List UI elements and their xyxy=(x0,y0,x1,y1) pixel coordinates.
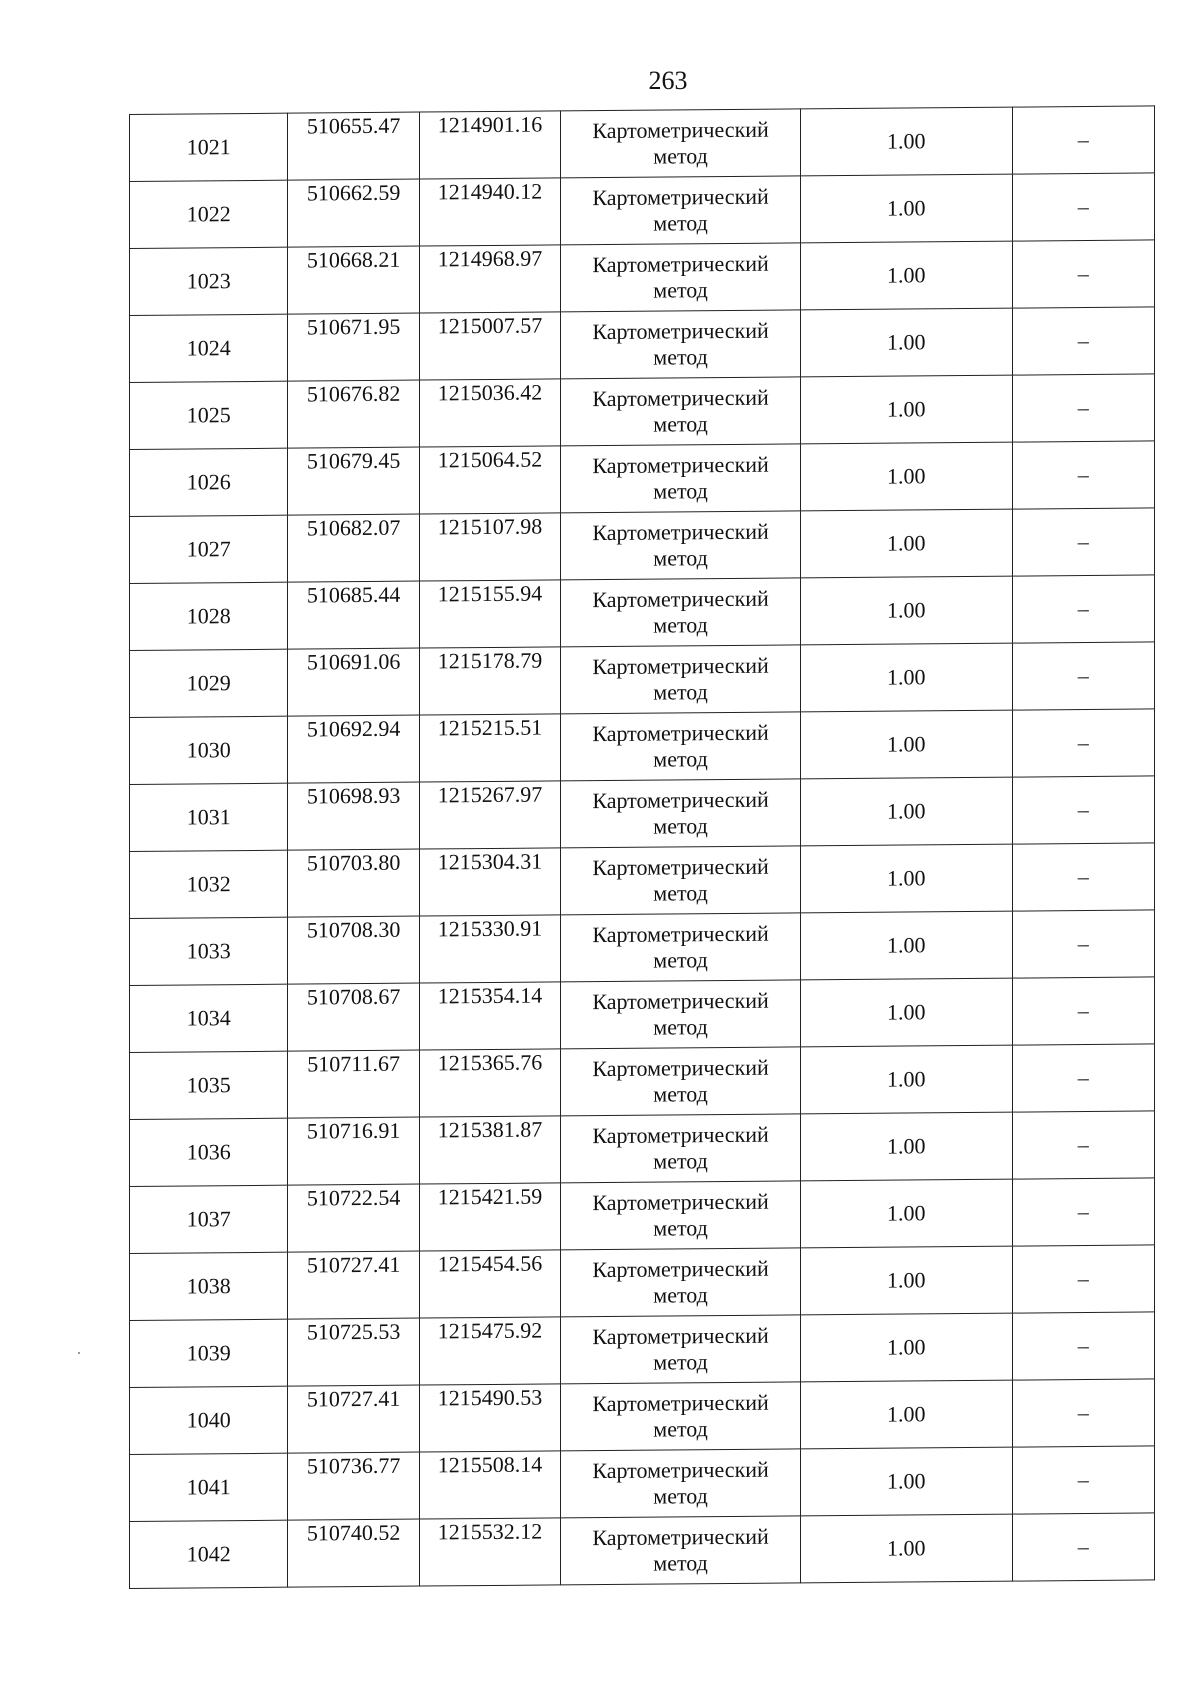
point-number-cell: 1040 xyxy=(130,1386,288,1454)
x-coordinate-cell: 510727.41 xyxy=(288,1251,419,1319)
accuracy-cell: 1.00 xyxy=(800,1514,1012,1583)
method-cell xyxy=(561,578,801,647)
x-coordinate-cell: 510671.95 xyxy=(288,313,419,381)
accuracy-cell: 1.00 xyxy=(800,1447,1012,1516)
method-line2: метод xyxy=(653,1416,708,1442)
point-number-cell: 1033 xyxy=(130,917,288,985)
description-cell: – xyxy=(1012,575,1154,643)
table-row xyxy=(130,1245,1155,1321)
table-row xyxy=(130,1379,1155,1455)
point-number-cell: 1041 xyxy=(130,1453,288,1521)
point-number-cell: 1023 xyxy=(130,247,288,315)
y-coordinate-cell: 1215381.87 xyxy=(419,1116,560,1184)
point-number-cell: 1036 xyxy=(130,1118,288,1186)
description-cell: – xyxy=(1012,977,1154,1045)
table-row xyxy=(130,240,1155,316)
point-number-cell: 1031 xyxy=(130,783,288,851)
method-line2: метод xyxy=(653,880,708,906)
y-coordinate-cell: 1215155.94 xyxy=(419,580,560,648)
y-coordinate-cell: 1214940.12 xyxy=(419,178,560,246)
description-cell: – xyxy=(1012,508,1154,576)
description-cell: – xyxy=(1012,173,1154,241)
y-coordinate-cell: 1215421.59 xyxy=(419,1183,560,1251)
method-cell xyxy=(561,1516,801,1585)
x-coordinate-cell: 510740.52 xyxy=(288,1519,419,1587)
table-row xyxy=(130,843,1155,919)
x-coordinate-cell: 510691.06 xyxy=(288,648,419,716)
accuracy-cell: 1.00 xyxy=(800,1045,1012,1114)
description-cell: – xyxy=(1012,307,1154,375)
method-cell xyxy=(561,310,801,379)
x-coordinate-cell: 510716.91 xyxy=(288,1117,419,1185)
point-number-cell: 1022 xyxy=(130,180,288,248)
method-cell xyxy=(561,377,801,446)
method-cell xyxy=(561,1449,801,1518)
method-cell xyxy=(561,913,801,982)
method-cell xyxy=(561,1114,801,1183)
table-row xyxy=(130,1513,1155,1589)
point-number-cell: 1035 xyxy=(130,1051,288,1119)
x-coordinate-cell: 510668.21 xyxy=(288,246,419,314)
method-line2: метод xyxy=(653,344,708,370)
accuracy-cell: 1.00 xyxy=(800,844,1012,913)
method-cell xyxy=(561,511,801,580)
method-line2: метод xyxy=(653,1483,708,1509)
table-row xyxy=(130,776,1155,852)
description-cell: – xyxy=(1012,1446,1154,1514)
y-coordinate-cell: 1215178.79 xyxy=(419,647,560,715)
table-row xyxy=(130,1111,1155,1187)
x-coordinate-cell: 510685.44 xyxy=(288,581,419,649)
point-number-cell: 1038 xyxy=(130,1252,288,1320)
method-line1: Картометрический xyxy=(592,1523,769,1551)
table-row xyxy=(130,106,1155,182)
accuracy-cell: 1.00 xyxy=(800,978,1012,1047)
method-line1: Картометрический xyxy=(592,384,769,412)
x-coordinate-cell: 510698.93 xyxy=(288,782,419,850)
y-coordinate-cell: 1215454.56 xyxy=(419,1250,560,1318)
description-cell: – xyxy=(1012,1044,1154,1112)
table-row xyxy=(130,977,1155,1053)
y-coordinate-cell: 1215365.76 xyxy=(419,1049,560,1117)
description-cell: – xyxy=(1012,1312,1154,1380)
method-cell xyxy=(561,846,801,915)
method-line1: Картометрический xyxy=(592,1389,769,1417)
method-line1: Картометрический xyxy=(592,1255,769,1283)
method-line2: метод xyxy=(653,612,708,638)
y-coordinate-cell: 1215036.42 xyxy=(419,379,560,447)
method-cell xyxy=(561,980,801,1049)
method-line1: Картометрический xyxy=(592,853,769,881)
method-line2: метод xyxy=(653,1148,708,1174)
method-line2: метод xyxy=(653,478,708,504)
accuracy-cell: 1.00 xyxy=(800,509,1012,578)
table-row xyxy=(130,709,1155,785)
point-number-cell: 1021 xyxy=(130,113,288,181)
description-cell: – xyxy=(1012,1513,1154,1581)
y-coordinate-cell: 1215532.12 xyxy=(419,1518,560,1586)
accuracy-cell: 1.00 xyxy=(800,911,1012,980)
x-coordinate-cell: 510722.54 xyxy=(288,1184,419,1252)
y-coordinate-cell: 1215267.97 xyxy=(419,781,560,849)
table-row xyxy=(130,642,1155,718)
method-line2: метод xyxy=(653,1081,708,1107)
description-cell: – xyxy=(1012,441,1154,509)
method-line2: метод xyxy=(653,1349,708,1375)
y-coordinate-cell: 1215490.53 xyxy=(419,1384,560,1452)
accuracy-cell: 1.00 xyxy=(800,107,1012,176)
method-line1: Картометрический xyxy=(592,317,769,345)
method-line2: метод xyxy=(653,143,708,169)
table-row xyxy=(130,441,1155,517)
description-cell: – xyxy=(1012,106,1154,174)
method-line2: метод xyxy=(653,277,708,303)
method-cell xyxy=(561,1248,801,1317)
table-row xyxy=(130,1312,1155,1388)
description-cell: – xyxy=(1012,910,1154,978)
description-cell: – xyxy=(1012,843,1154,911)
method-line1: Картометрический xyxy=(592,518,769,546)
method-line1: Картометрический xyxy=(592,116,769,144)
x-coordinate-cell: 510655.47 xyxy=(288,112,419,180)
x-coordinate-cell: 510725.53 xyxy=(288,1318,419,1386)
x-coordinate-cell: 510736.77 xyxy=(288,1452,419,1520)
method-line1: Картометрический xyxy=(592,585,769,613)
method-cell xyxy=(561,712,801,781)
table-row xyxy=(130,173,1155,249)
x-coordinate-cell: 510711.67 xyxy=(288,1050,419,1118)
table-row xyxy=(130,374,1155,450)
y-coordinate-cell: 1214901.16 xyxy=(419,111,560,179)
x-coordinate-cell: 510676.82 xyxy=(288,380,419,448)
point-number-cell: 1032 xyxy=(130,850,288,918)
x-coordinate-cell: 510692.94 xyxy=(288,715,419,783)
accuracy-cell: 1.00 xyxy=(800,308,1012,377)
method-line2: метод xyxy=(653,545,708,571)
point-number-cell: 1039 xyxy=(130,1319,288,1387)
point-number-cell: 1042 xyxy=(130,1520,288,1588)
y-coordinate-cell: 1215107.98 xyxy=(419,513,560,581)
method-cell xyxy=(561,1315,801,1384)
method-cell xyxy=(561,109,801,178)
point-number-cell: 1034 xyxy=(130,984,288,1052)
description-cell: – xyxy=(1012,240,1154,308)
y-coordinate-cell: 1215064.52 xyxy=(419,446,560,514)
description-cell: – xyxy=(1012,776,1154,844)
method-line2: метод xyxy=(653,210,708,236)
y-coordinate-cell: 1215304.31 xyxy=(419,848,560,916)
table-row xyxy=(130,508,1155,584)
x-coordinate-cell: 510708.30 xyxy=(288,916,419,984)
method-line2: метод xyxy=(653,1215,708,1241)
scan-speck xyxy=(78,1352,80,1354)
method-line1: Картометрический xyxy=(592,1456,769,1484)
table-row xyxy=(130,1446,1155,1522)
x-coordinate-cell: 510703.80 xyxy=(288,849,419,917)
accuracy-cell: 1.00 xyxy=(800,174,1012,243)
method-line1: Картометрический xyxy=(592,987,769,1015)
description-cell: – xyxy=(1012,709,1154,777)
point-number-cell: 1024 xyxy=(130,314,288,382)
accuracy-cell: 1.00 xyxy=(800,777,1012,846)
y-coordinate-cell: 1215508.14 xyxy=(419,1451,560,1519)
method-line1: Картометрический xyxy=(592,920,769,948)
x-coordinate-cell: 510708.67 xyxy=(288,983,419,1051)
description-cell: – xyxy=(1012,642,1154,710)
method-cell xyxy=(561,176,801,245)
accuracy-cell: 1.00 xyxy=(800,1179,1012,1248)
method-line1: Картометрический xyxy=(592,652,769,680)
method-line2: метод xyxy=(653,947,708,973)
method-cell xyxy=(561,243,801,312)
y-coordinate-cell: 1214968.97 xyxy=(419,245,560,313)
method-cell xyxy=(561,1047,801,1116)
method-line2: метод xyxy=(653,411,708,437)
coordinates-table xyxy=(129,105,1155,1589)
point-number-cell: 1037 xyxy=(130,1185,288,1253)
point-number-cell: 1025 xyxy=(130,381,288,449)
accuracy-cell: 1.00 xyxy=(800,1246,1012,1315)
accuracy-cell: 1.00 xyxy=(800,241,1012,310)
point-number-cell: 1027 xyxy=(130,515,288,583)
method-line1: Картометрический xyxy=(592,786,769,814)
method-line1: Картометрический xyxy=(592,183,769,211)
table-row xyxy=(130,575,1155,651)
method-line2: метод xyxy=(653,1014,708,1040)
method-line2: метод xyxy=(653,1282,708,1308)
table-row xyxy=(130,307,1155,383)
y-coordinate-cell: 1215354.14 xyxy=(419,982,560,1050)
method-line1: Картометрический xyxy=(592,250,769,278)
method-line2: метод xyxy=(653,1550,708,1576)
point-number-cell: 1028 xyxy=(130,582,288,650)
accuracy-cell: 1.00 xyxy=(800,576,1012,645)
point-number-cell: 1029 xyxy=(130,649,288,717)
accuracy-cell: 1.00 xyxy=(800,710,1012,779)
point-number-cell: 1030 xyxy=(130,716,288,784)
method-cell xyxy=(561,1382,801,1451)
coordinates-table-wrapper xyxy=(129,105,1155,1589)
accuracy-cell: 1.00 xyxy=(800,1313,1012,1382)
y-coordinate-cell: 1215215.51 xyxy=(419,714,560,782)
x-coordinate-cell: 510727.41 xyxy=(288,1385,419,1453)
accuracy-cell: 1.00 xyxy=(800,442,1012,511)
accuracy-cell: 1.00 xyxy=(800,643,1012,712)
x-coordinate-cell: 510662.59 xyxy=(288,179,419,247)
method-cell xyxy=(561,779,801,848)
method-line1: Картометрический xyxy=(592,1121,769,1149)
coordinates-table-body xyxy=(130,106,1155,1589)
method-line2: метод xyxy=(653,679,708,705)
method-cell xyxy=(561,1181,801,1250)
x-coordinate-cell: 510679.45 xyxy=(288,447,419,515)
description-cell: – xyxy=(1012,1178,1154,1246)
description-cell: – xyxy=(1012,1379,1154,1447)
method-line1: Картометрический xyxy=(592,1322,769,1350)
accuracy-cell: 1.00 xyxy=(800,1380,1012,1449)
method-line1: Картометрический xyxy=(592,451,769,479)
table-row xyxy=(130,910,1155,986)
table-row xyxy=(130,1178,1155,1254)
method-line1: Картометрический xyxy=(592,1054,769,1082)
method-line1: Картометрический xyxy=(592,1188,769,1216)
table-row xyxy=(130,1044,1155,1120)
point-number-cell: 1026 xyxy=(130,448,288,516)
y-coordinate-cell: 1215475.92 xyxy=(419,1317,560,1385)
description-cell: – xyxy=(1012,374,1154,442)
y-coordinate-cell: 1215330.91 xyxy=(419,915,560,983)
method-line2: метод xyxy=(653,813,708,839)
accuracy-cell: 1.00 xyxy=(800,375,1012,444)
method-cell xyxy=(561,444,801,513)
method-line1: Картометрический xyxy=(592,719,769,747)
x-coordinate-cell: 510682.07 xyxy=(288,514,419,582)
description-cell: – xyxy=(1012,1111,1154,1179)
method-cell xyxy=(561,645,801,714)
description-cell: – xyxy=(1012,1245,1154,1313)
page-number: 263 xyxy=(648,66,688,95)
y-coordinate-cell: 1215007.57 xyxy=(419,312,560,380)
accuracy-cell: 1.00 xyxy=(800,1112,1012,1181)
method-line2: метод xyxy=(653,746,708,772)
